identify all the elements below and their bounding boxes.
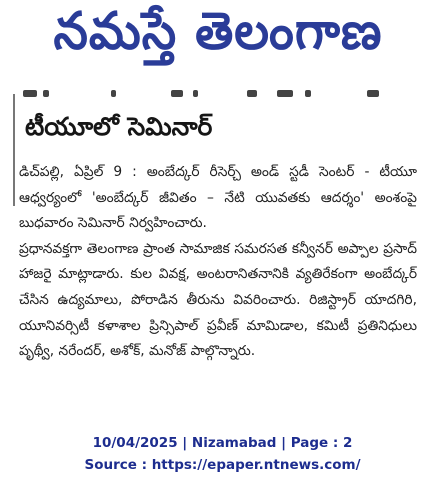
article-body [19, 160, 417, 365]
newspaper-masthead [18, 2, 418, 72]
column-rule [13, 94, 15, 206]
masthead-title: నమస్తే తెలంగాణ [53, 0, 383, 61]
cut-previous-article-line [15, 90, 405, 98]
footer-date-edition-page: 10/04/2025 | Nizamabad | Page : 2 [92, 435, 353, 451]
footer-source-link[interactable]: Source : https://epaper.ntnews.com/ [84, 457, 361, 473]
article-paragraph: డిచ్‌పల్లి, ఏప్రిల్ 9 : అంబేద్కర్ రీసెర్చ్ అండ్ స్టడీ సెంటర్ - టీయూ ఆధ్వర్యంలో 'అంబేద్కర్ జీవితం – నేటి యువతకు ఆదర్శం' అంశంపై బుధవారం సెమినార్ నిర్వహించారు. [19, 164, 417, 232]
clipping-footer [0, 432, 445, 476]
news-clipping [13, 90, 423, 413]
article-paragraph: ప్రధానవక్తగా తెలంగాణ ప్రాంత సామాజిక సమరసత కన్వీనర్ అప్పాల ప్రసాద్ హాజరై మాట్లాడారు. కుల వివక్ష, అంటరానితనానికి వ్యతిరేకంగా అంబేద్కర్ చేసిన ఉద్యమాలు, పోరాడిన తీరును వివరించారు. రిజిస్ట్రార్ యాదగిరి, యూనివర్సిటీ కళాశాల ప్రిన్సిపాల్ ప్రవీణ్ మామిడాల, కమిటీ ప్రతినిధులు పృథ్వీ, నరేందర్, అశోక్, మనోజ్ పాల్గొన్నారు. [19, 240, 417, 360]
article-headline: టీయూలో సెమినార్ [25, 112, 213, 141]
